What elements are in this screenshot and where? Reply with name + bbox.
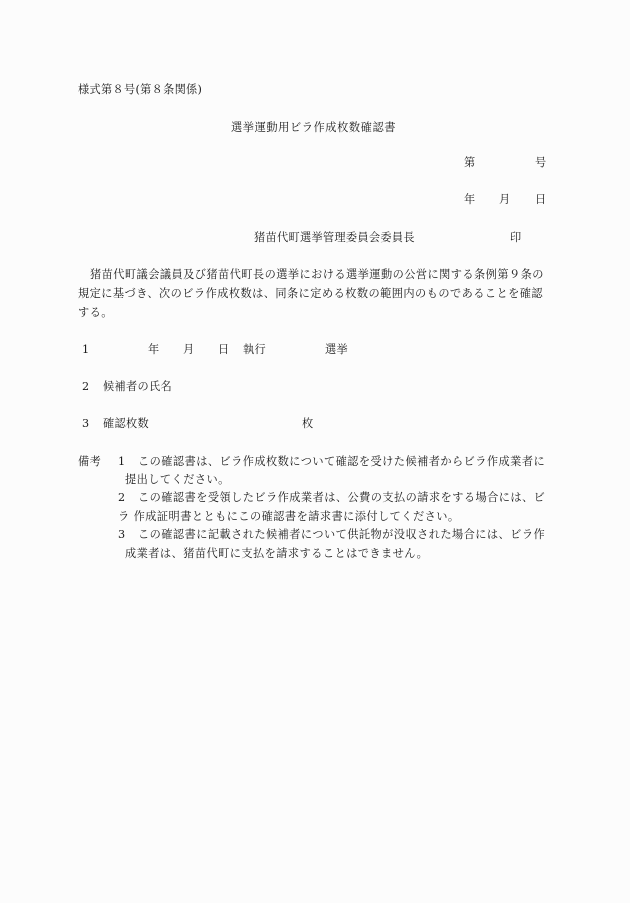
issuer-title: 猪苗代町選挙管理委員会委員長 bbox=[254, 231, 415, 244]
item-2-number: 2 bbox=[82, 380, 90, 393]
note-2-line-1: この確認書を受領したビラ作成業者は、公費の支払の請求をする場合には、ビ bbox=[138, 491, 546, 504]
date-day-label: 日 bbox=[535, 193, 547, 206]
item-1-election-label: 選挙 bbox=[325, 343, 348, 356]
document-title: 選挙運動用ビラ作成枚数確認書 bbox=[231, 121, 397, 134]
item-1-number: 1 bbox=[82, 343, 90, 356]
item-3-confirmed-count-label: 確認枚数 bbox=[103, 417, 149, 430]
item-1-year-label: 年 bbox=[148, 343, 160, 356]
item-3-number: 3 bbox=[82, 417, 90, 430]
note-3-line-1: この確認書に記載された候補者について供託物が没収された場合には、ビラ作 bbox=[138, 528, 546, 541]
date-month-label: 月 bbox=[499, 193, 511, 206]
date-year-label: 年 bbox=[464, 193, 476, 206]
note-1-line-1: この確認書は、ビラ作成枚数について確認を受けた候補者からビラ作成業者に bbox=[138, 455, 546, 468]
note-3-number: 3 bbox=[118, 528, 126, 541]
form-number: 様式第８号(第８条関係) bbox=[78, 83, 203, 96]
reference-dai: 第 bbox=[464, 156, 476, 169]
item-3-unit-label: 枚 bbox=[302, 417, 314, 430]
note-3-line-2: 成業者は、猪苗代町に支払を請求することはできません。 bbox=[125, 547, 429, 560]
reference-go: 号 bbox=[535, 156, 547, 169]
note-2-line-2: ラ 作成証明書とともにこの確認書を請求書に添付してください。 bbox=[118, 510, 460, 523]
note-2-number: 2 bbox=[118, 491, 126, 504]
item-1-month-label: 月 bbox=[183, 343, 195, 356]
item-2-candidate-name-label: 候補者の氏名 bbox=[103, 380, 172, 393]
body-paragraph: 猪苗代町議会議員及び猪苗代町長の選挙における選挙運動の公営に関する条例第９条の規定に基づき、次のビラ作成枚数は、同条に定める枚数の範囲内のものであることを確認する。 bbox=[78, 268, 544, 319]
note-1-number: 1 bbox=[118, 455, 126, 468]
seal-mark: 印 bbox=[510, 231, 522, 244]
item-1-day-label: 日 bbox=[218, 343, 230, 356]
item-1-execution-label: 執行 bbox=[243, 343, 266, 356]
note-1-line-2: 提出してください。 bbox=[125, 473, 230, 486]
notes-heading: 備考 bbox=[78, 455, 102, 468]
